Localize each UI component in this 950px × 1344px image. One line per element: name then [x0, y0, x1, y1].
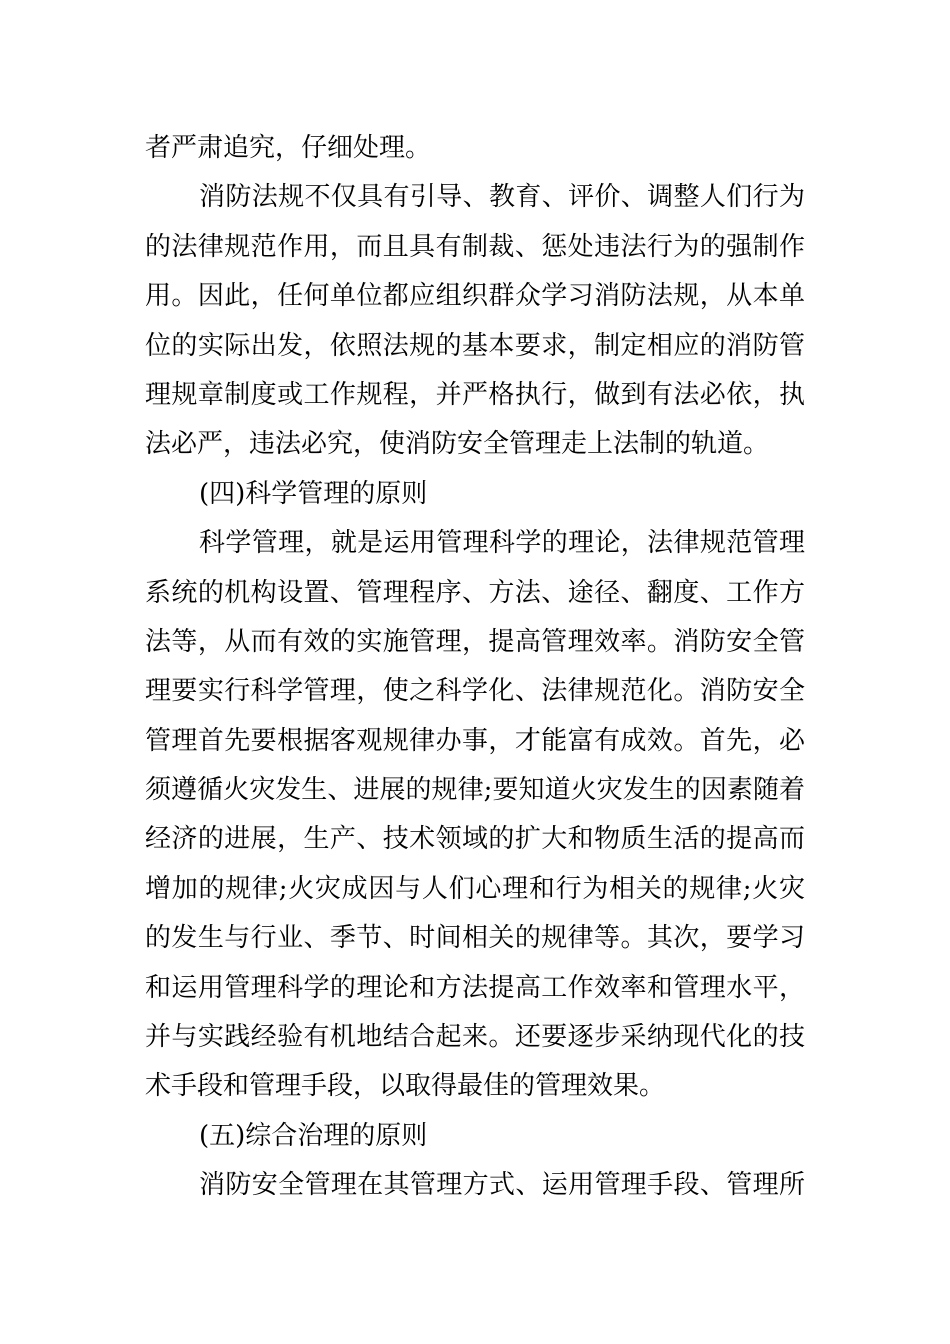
text-line: 者严肃追究，仔细处理。 [145, 133, 432, 163]
text-line: 和运用管理科学的理论和方法提高工作效率和管理水平， [145, 972, 805, 1003]
paragraph-first-line: 消防法规不仅具有引导、教育、评价、调整人们行为 [199, 182, 805, 213]
text-line: 理要实行科学管理，使之科学化、法律规范化。消防安全 [145, 676, 805, 707]
document-body [145, 124, 805, 1211]
text-line: 增加的规律;火灾成因与人们心理和行为相关的规律;火灾 [145, 873, 805, 904]
section-heading: (五)综合治理的原则 [199, 1120, 428, 1151]
text-line: 用。因此，任何单位都应组织群众学习消防法规，从本单 [145, 281, 805, 312]
text-line: 管理首先要根据客观规律办事，才能富有成效。首先，必 [145, 725, 805, 756]
paragraph-first-line: 消防安全管理在其管理方式、运用管理手段、管理所 [199, 1170, 805, 1201]
text-line: 须遵循火灾发生、进展的规律;要知道火灾发生的因素随着 [145, 775, 805, 806]
text-line: 并与实践经验有机地结合起来。还要逐步采纳现代化的技 [145, 1022, 805, 1053]
paragraph-first-line: 科学管理，就是运用管理科学的理论，法律规范管理 [199, 528, 805, 559]
text-line: 位的实际出发，依照法规的基本要求，制定相应的消防管 [145, 330, 805, 361]
text-line: 理规章制度或工作规程，并严格执行，做到有法必依，执 [145, 379, 805, 410]
text-line: 的法律规范作用，而且具有制裁、惩处违法行为的强制作 [145, 231, 805, 262]
text-line: 法等，从而有效的实施管理，提高管理效率。消防安全管 [145, 626, 805, 657]
text-line: 法必严，违法必究，使消防安全管理走上法制的轨道。 [145, 429, 770, 460]
text-line: 系统的机构设置、管理程序、方法、途径、翻度、工作方 [145, 577, 805, 608]
text-line: 术手段和管理手段，以取得最佳的管理效果。 [145, 1071, 666, 1102]
text-line: 的发生与行业、季节、时间相关的规律等。其次，要学习 [145, 923, 805, 954]
text-line: 经济的进展，生产、技术领域的扩大和物质生活的提高而 [145, 824, 805, 855]
section-heading: (四)科学管理的原则 [199, 478, 428, 509]
